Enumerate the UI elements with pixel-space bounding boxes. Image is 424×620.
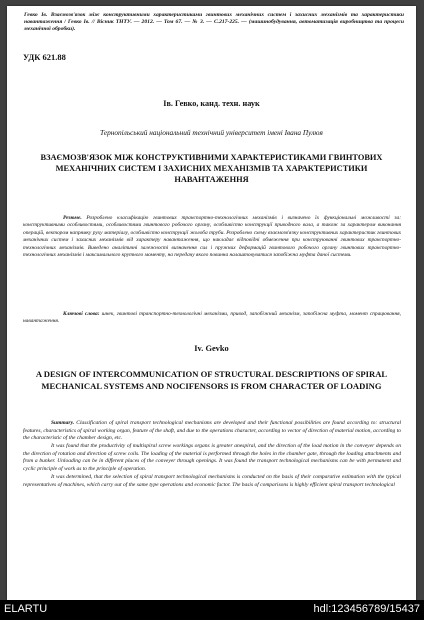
keywords-uk <box>23 311 401 326</box>
keywords-text: шнек, гвинтові транспортно-технологічні механізми, привод, запобіжний механізм, запобіжна муфта, момент спрацювання, навантаження. <box>23 311 402 325</box>
citation-header: Гевко Ів. Взаємозв'язок між конструктивними характеристиками гвинтових механічних систем і захисних механізмів та характеристики навантаження / Гевко Ів. // Вісник ТНТУ. — 2012. — Том 67. — № 3. — С.217-225. — (машинобудування, автоматизація виробництва та процеси механічної обробки). <box>24 12 404 32</box>
author-name-en: Iv. Gevko <box>194 344 229 353</box>
keywords-label: Ключові слова: <box>63 311 100 317</box>
summary-paragraph <box>23 420 401 443</box>
summary-text: Classification of spiral transport technological mechanisms are developed and their functional possibilities are found according to: structural features, characteristics of spiral working organ, feature of the shaft, and due to the operations character, according to vector of direction of material motion, according to the characteristic of the chamber design, etc. <box>23 420 401 442</box>
udk-code: УДК 621.88 <box>23 52 66 62</box>
viewer-footer-bar <box>0 600 424 620</box>
author-affiliation: Тернопільський національний технічний університет імені Івана Пулюя <box>100 128 323 137</box>
repository-name: ELARTU <box>4 603 48 615</box>
summary-paragraph: It was determined, that the selection of spiral transport technological mechanisms is conducted on the basis of their comparative estimation with the typical representatives of machines, which carry out of the same type operations and economic factor. The basis of comparisons is highly efficient spiral transport technological <box>23 474 401 488</box>
abstract-text: Розроблено класифікацію гвинтових транспортно-технологічних механізмів і визначено їх функціональні можливості за: конструктивними особливостями, особливостями гвинтового робочого органу, особливістю конструкції приводного вала, а також за характером виконання операцій, вектором напрямку руху матеріалу, особливістю конструкції жолоба труби. Розроблено схему взаємозв'язку конструктивних характеристик гвинтових механічних систем і захисних механізмів від характеру навантаження, що накладає відповідні обмеження при конструюванні гвинтових транспортно-технологічних механізмів. Виведено аналітичні залежності визначення сил і пружних деформацій гвинтового робочого органу гвинтових транспортно-технологічних механізмів і максимального крутного моменту, на передачу якого повинна налаштовуватися запобіжна муфта даної системи. <box>23 215 401 259</box>
summary-label: Summary. <box>51 420 75 426</box>
document-page <box>7 6 416 600</box>
article-title-en: A DESIGN OF INTERCOMMUNICATION OF STRUCTURAL DESCRIPTIONS OF SPIRAL MECHANICAL SYSTEMS AND NOCIFENSORS IS FROM CHARACTER OF LOADING <box>35 369 388 391</box>
summary-en <box>23 420 401 490</box>
abstract-label: Резюме. <box>63 215 82 221</box>
summary-paragraph: It was found that the productivity of multispiral screw workings organs is greater anespiral, and the direction of the load motion in the conveyer depends on the direction of rotation and direction of screw coils. The loading of the material is performed through the holes in the chamber gate, through the loading attachments and from a bunker. Unloading can be in different places of the conveyer through openings. It was found the transport technological mechanisms can be with permanent and cyclic principle of work as to the principle of operation. <box>23 443 401 473</box>
article-title-uk: ВЗАЄМОЗВ'ЯЗОК МІЖ КОНСТРУКТИВНИМИ ХАРАКТЕРИСТИКАМИ ГВИНТОВИХ МЕХАНІЧНИХ СИСТЕМ І ЗАХИСНИХ МЕХАНІЗМІВ ТА ХАРАКТЕРИСТИКИ НАВАНТАЖЕННЯ <box>40 153 383 184</box>
abstract-uk <box>23 215 401 259</box>
handle-id[interactable]: hdl:123456789/15437 <box>313 603 420 615</box>
author-name: Ів. Гевко, канд. техн. наук <box>163 99 260 108</box>
